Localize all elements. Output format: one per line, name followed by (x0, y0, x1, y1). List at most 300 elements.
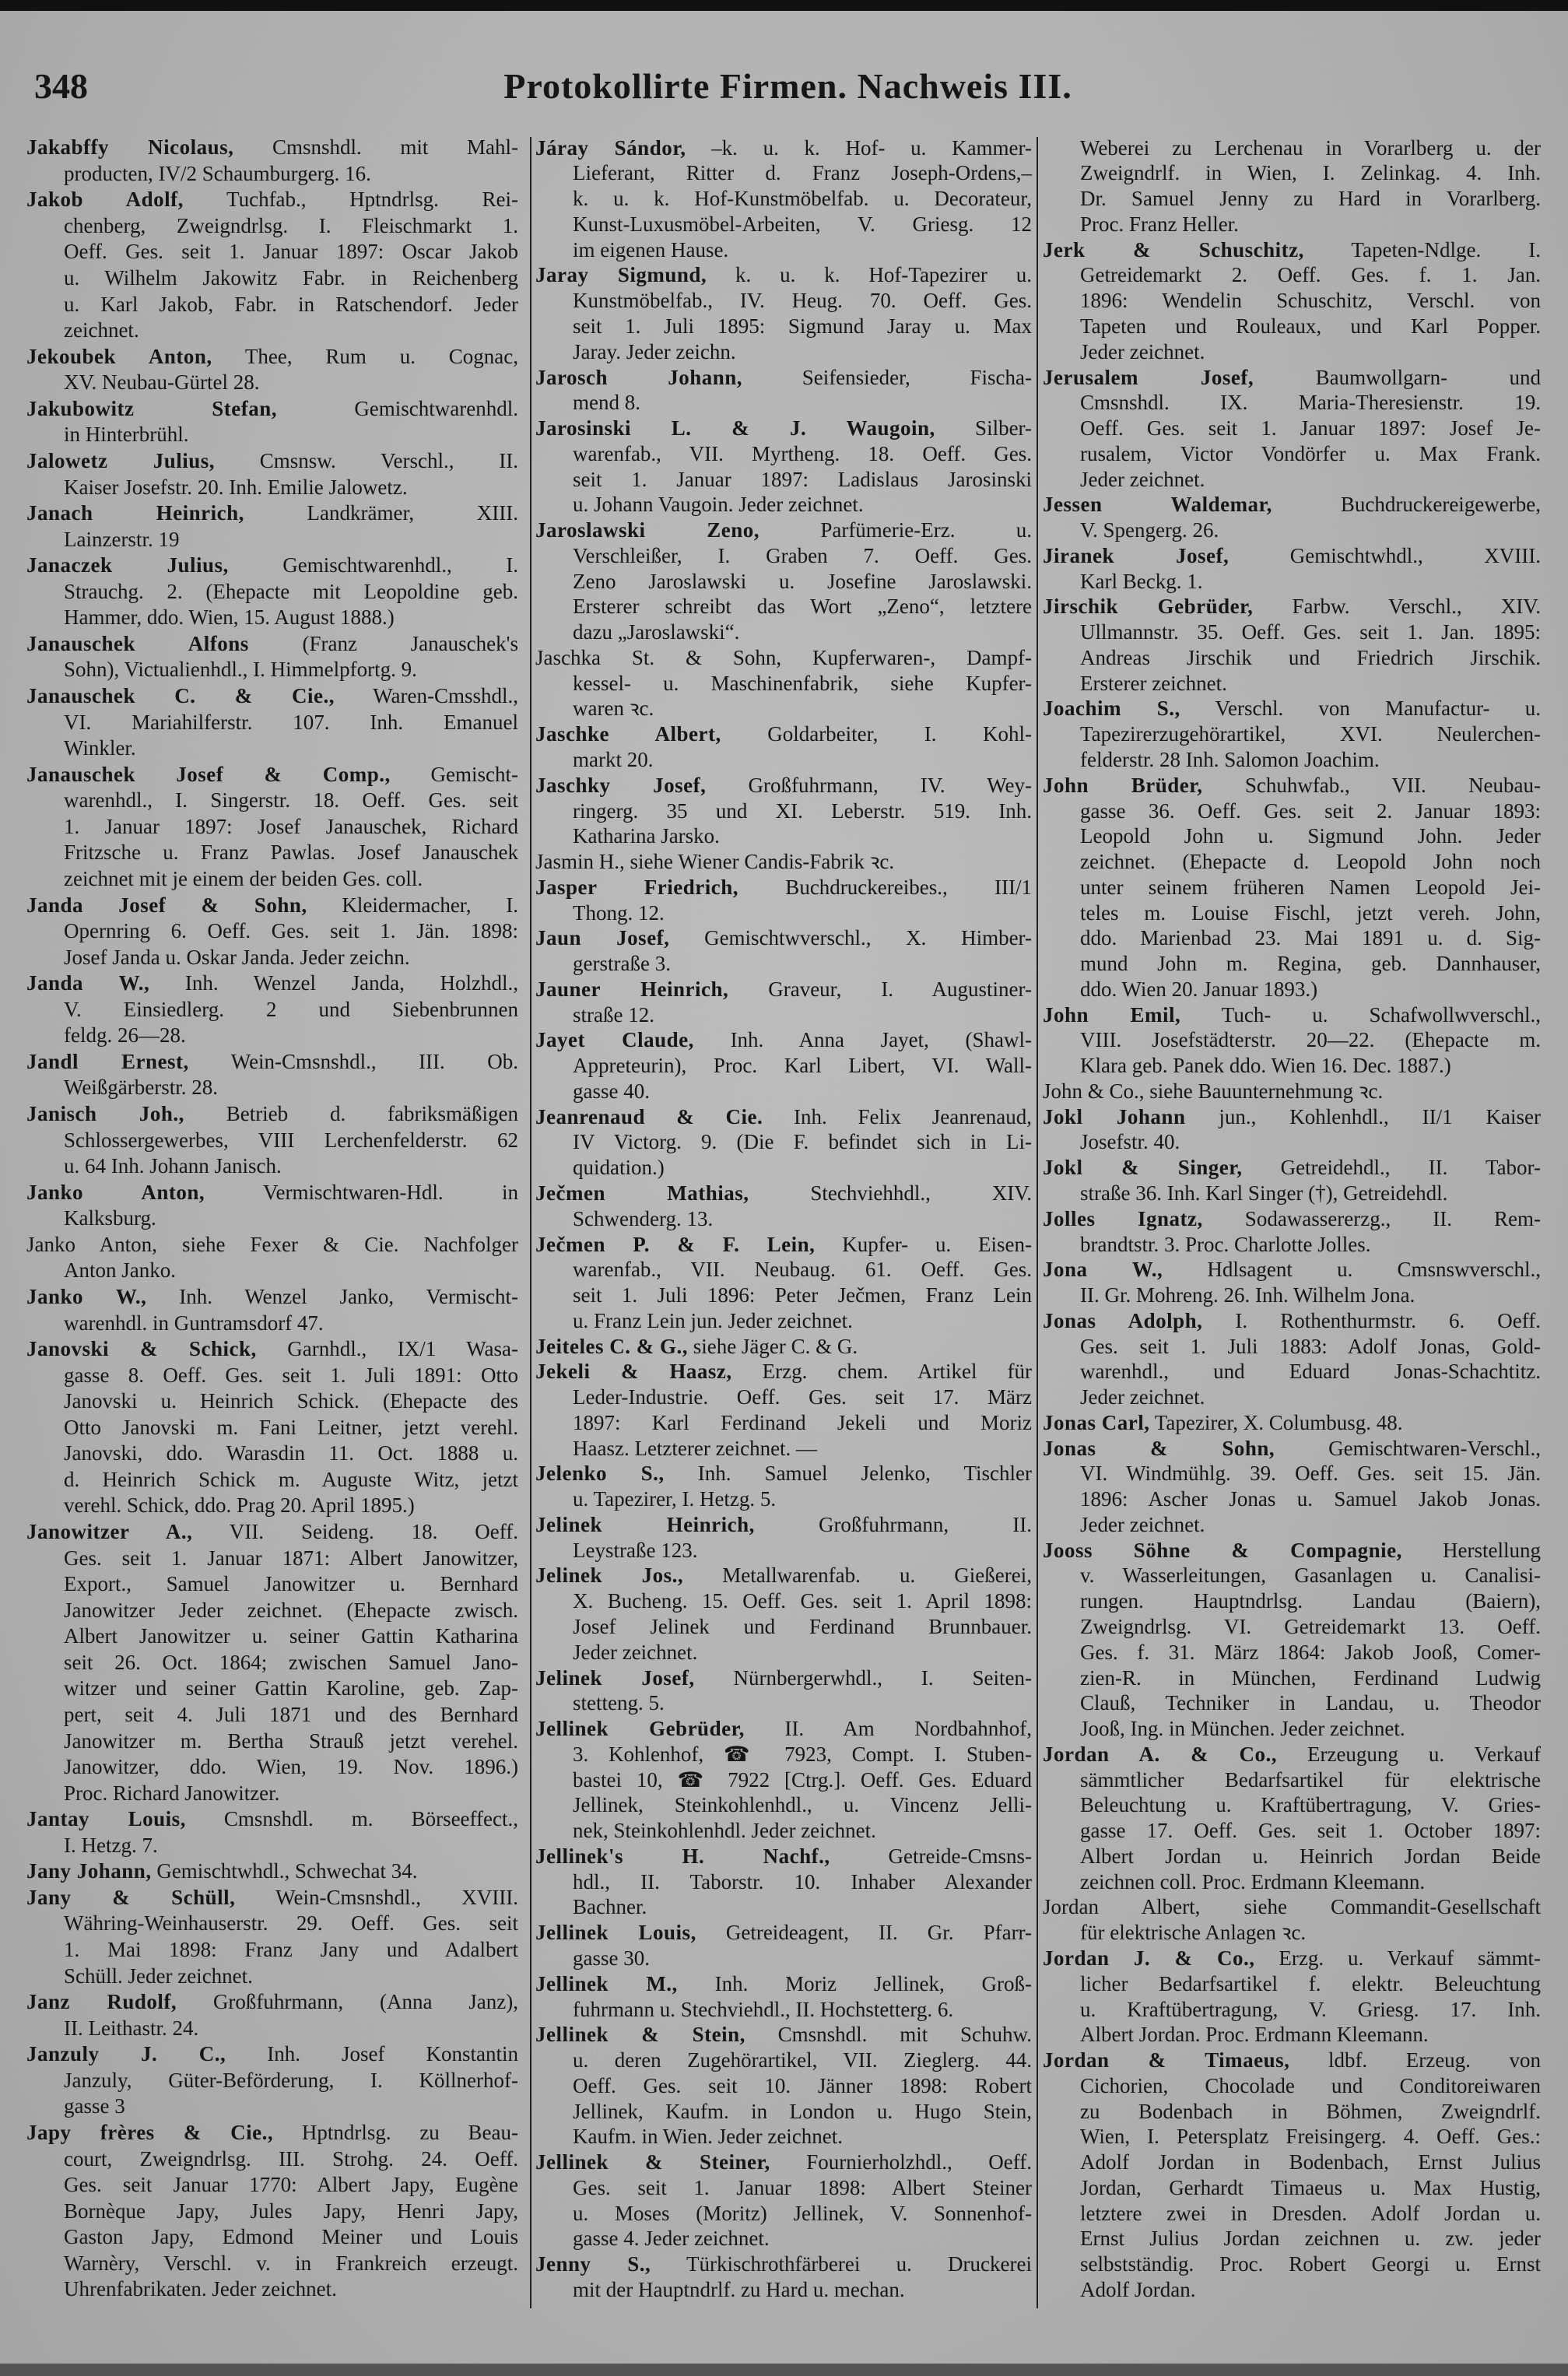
entry-line (1043, 594, 1541, 619)
entry-line (26, 2172, 518, 2199)
entry-text: Farbw. Verschl., XIV. (1253, 595, 1541, 619)
entry-line (535, 365, 1032, 391)
entry-line (535, 2226, 1032, 2251)
directory-entry (1043, 1538, 1541, 1742)
entry-text: Kaiser Josefstr. 20. Inh. Emilie Jalowetz. (64, 475, 408, 499)
entry-line (1043, 543, 1541, 569)
entry-line (26, 1546, 518, 1572)
entry-text: markt 20. (573, 747, 654, 771)
entry-line (1043, 1002, 1541, 1028)
entry-line (1043, 823, 1541, 849)
entry-text: Uhrenfabrikaten. Jeder zeichnet. (64, 2277, 337, 2301)
entry-text: Oeff. Ges. seit 1. Januar 1897: Josef Je- (1080, 416, 1541, 440)
entry-text: d. Heinrich Schick m. Auguste Witz, jetzt (64, 1467, 518, 1491)
entry-line (535, 1155, 1032, 1181)
entry-line (26, 2120, 518, 2146)
firm-name: Jellinek M., (535, 1971, 678, 1995)
directory-entry (1043, 2048, 1541, 2303)
directory-entry (26, 1989, 518, 2041)
entry-line (26, 2068, 518, 2094)
entry-text: u. Wilhelm Jakowitz Fabr. in Reichenberg (64, 266, 518, 290)
entry-line (1043, 1818, 1541, 1844)
entry-line (535, 441, 1032, 467)
entry-text: VIII. Josefstädterstr. 20—22. (Ehepacte m. (1080, 1028, 1541, 1052)
directory-entry (26, 1519, 518, 1806)
entry-text: Jasmin H., siehe Wiener Candis-Fabrik ꝛc. (535, 850, 895, 874)
entry-text: Clauß, Techniker in Landau, u. Theodor (1080, 1691, 1541, 1715)
entry-text: warenhdl. in Guntramsdorf 47. (64, 1311, 324, 1335)
entry-text: Proc. Richard Janowitzer. (64, 1781, 280, 1805)
entry-text: Gemischtwarenhdl. (277, 396, 518, 420)
entry-line (26, 1023, 518, 1049)
firm-name: Jarosch Johann, (535, 365, 742, 389)
directory-entry (26, 1806, 518, 1858)
entry-text: Erzg. chem. Artikel für (731, 1360, 1032, 1384)
entry-text: u. 64 Inh. Johann Janisch. (64, 1154, 282, 1178)
entry-line (535, 1792, 1032, 1818)
entry-text: felderstr. 28 Inh. Salomon Joachim. (1080, 747, 1380, 771)
directory-entry (1043, 696, 1541, 772)
entry-line (535, 1053, 1032, 1079)
directory-entry (535, 1971, 1032, 2023)
entry-line (26, 1937, 518, 1964)
directory-entry (535, 2022, 1032, 2150)
entry-line (535, 1665, 1032, 1691)
entry-text: VI. Windmühlg. 39. Oeff. Ges. seit 15. Jän. (1080, 1462, 1541, 1486)
entry-line (1043, 1155, 1541, 1181)
entry-text: Weißgärberstr. 28. (64, 1076, 219, 1100)
entry-text: Garnhdl., IX/1 Wasa- (256, 1337, 518, 1361)
entry-line (535, 1844, 1032, 1869)
cross-reference-entry (1043, 1079, 1541, 1104)
directory-entry (26, 344, 518, 396)
firm-name: Jaray Sigmund, (535, 263, 707, 287)
entry-text: v. Wasserleitungen, Gasanlagen u. Canalisi- (1080, 1564, 1541, 1588)
directory-entry (1043, 1206, 1541, 1258)
entry-text: quidation.) (573, 1156, 665, 1180)
entry-line (535, 645, 1032, 671)
directory-entry (26, 553, 518, 631)
entry-text: zeichnen coll. Proc. Erdmann Kleemann. (1080, 1869, 1426, 1893)
entry-text: Ges. f. 31. März 1864: Jakob Jooß, Comer- (1080, 1640, 1541, 1664)
directory-entry (26, 396, 518, 448)
firm-name: Jakob Adolf, (26, 188, 184, 212)
directory-entry (26, 970, 518, 1049)
entry-text: Josef Janda u. Oskar Janda. Jeder zeichn. (64, 945, 410, 969)
entry-line (26, 945, 518, 971)
entry-line (26, 448, 518, 475)
entry-text: zeichnet. (64, 318, 139, 342)
entry-line (26, 762, 518, 788)
directory-entry (26, 893, 518, 971)
directory-entry (535, 518, 1032, 645)
entry-text: u. Kraftübertragung, V. Griesg. 17. Inh. (1080, 1997, 1541, 2021)
entry-text: Seifensieder, Fischa- (742, 365, 1032, 389)
entry-line (1043, 1665, 1541, 1691)
entry-text: sämmtlicher Bedarfsartikel für elektrische (1080, 1767, 1541, 1792)
entry-text: straße 12. (573, 1002, 654, 1027)
directory-entry (26, 1336, 518, 1519)
entry-text: mund John m. Regina, geb. Dannhauser, (1080, 952, 1541, 976)
entry-line (26, 1311, 518, 1337)
entry-text: Kupfer- u. Eisen- (815, 1232, 1032, 1256)
entry-text: ringerg. 35 und XI. Leberstr. 519. Inh. (573, 798, 1032, 823)
entry-text: seit 1. Juli 1895: Sigmund Jaray u. Max (573, 314, 1032, 338)
entry-line (1043, 2175, 1541, 2201)
entry-line (535, 823, 1032, 849)
entry-text: Inh. Wenzel Janda, Holzhdl., (149, 971, 518, 995)
entry-line (1043, 619, 1541, 645)
entry-line (535, 1894, 1032, 1920)
entry-text: gasse 4. Jeder zeichnet. (573, 2227, 770, 2251)
entry-line (1043, 2124, 1541, 2150)
entry-line (1043, 1844, 1541, 1869)
directory-entry (1043, 492, 1541, 543)
entry-text: im eigenen Hause. (573, 237, 729, 261)
directory-entry (1043, 365, 1541, 493)
entry-text: waren ꝛc. (573, 697, 654, 721)
entry-line (26, 814, 518, 841)
entry-line (26, 970, 518, 997)
column-divider (530, 137, 531, 2308)
entry-line (26, 1676, 518, 1702)
entry-line (1043, 1512, 1541, 1538)
scan-border-bottom (0, 2364, 1568, 2376)
column-divider (1037, 137, 1038, 2308)
entry-text: Oeff. Ges. seit 1. Januar 1897: Oscar Jakob (64, 240, 518, 264)
entry-line (535, 390, 1032, 416)
entry-line (535, 1640, 1032, 1665)
entry-text: Kleidermacher, I. (307, 893, 518, 917)
entry-text: 3. Kohlenhof, ☎ 7923, Compt. I. Stuben- (573, 1742, 1032, 1766)
entry-text: I. Hetzg. 7. (64, 1833, 158, 1857)
entry-line (26, 1049, 518, 1076)
entry-text: Thong. 12. (573, 900, 665, 925)
entry-line (26, 396, 518, 423)
entry-text: Inh. Moriz Jellinek, Groß- (677, 1971, 1032, 1995)
entry-text: Jellinek, Kaufm. in London u. Hugo Stein, (573, 2099, 1032, 2123)
entry-text: Janovski u. Heinrich Schick. (Ehepacte des (64, 1389, 518, 1413)
entry-text: Kalksburg. (64, 1206, 156, 1230)
entry-text: VII. Seideng. 18. Oeff. (192, 1520, 518, 1544)
directory-entry (535, 1563, 1032, 1665)
firm-name: Jordan J. & Co., (1043, 1946, 1255, 1970)
entry-line (26, 1180, 518, 1206)
entry-text: Strauchg. 2. (Ehepacte mit Leopoldine geb. (64, 579, 518, 603)
directory-entry (535, 2251, 1032, 2303)
entry-text: Josef Jelinek und Ferdinand Brunnbauer. (573, 1615, 1032, 1639)
entry-text: Jeder zeichnet. (1080, 467, 1205, 491)
directory-entry (535, 1665, 1032, 1717)
directory-entry (1043, 1410, 1541, 1436)
entry-text: II. Leithastr. 24. (64, 2016, 199, 2040)
entry-line (1043, 1690, 1541, 1716)
directory-entry (1043, 1002, 1541, 1079)
entry-line (535, 1181, 1032, 1206)
entry-text: Goldarbeiter, I. Kohl- (721, 722, 1033, 746)
entry-text: court, Zweigndrlsg. III. Strohg. 24. Oeff. (64, 2146, 518, 2171)
entry-line (535, 339, 1032, 365)
entry-text: Großfuhrmann, IV. Wey- (706, 773, 1032, 797)
entry-line (1043, 1742, 1541, 1767)
entry-line (26, 1363, 518, 1389)
entry-text: Albert Janowitzer u. seiner Gattin Katharina (64, 1624, 518, 1648)
entry-line (535, 2099, 1032, 2125)
directory-entry (1043, 1308, 1541, 1410)
entry-line (26, 2016, 518, 2042)
entry-text: Jeder zeichnet. (1080, 1385, 1205, 1409)
entry-line (1043, 849, 1541, 875)
directory-entry (535, 1920, 1032, 1971)
entry-line (26, 1885, 518, 1911)
entry-text: Cmsnshdl. mit Mahl- (233, 135, 518, 160)
entry-text: mend 8. (573, 391, 640, 415)
directory-entry (26, 1858, 518, 1885)
entry-line (535, 416, 1032, 441)
entry-text: Jordan Albert, siehe Commandit-Gesellschaft (1043, 1895, 1541, 1919)
entry-line (535, 1079, 1032, 1104)
entry-text: Hptndrlsg. zu Beau- (273, 2120, 519, 2144)
entry-line (26, 161, 518, 188)
entry-text: Schwenderg. 13. (573, 1206, 714, 1230)
entry-text: Großfuhrmann, (Anna Janz), (177, 1990, 518, 2014)
entry-line (535, 1563, 1032, 1588)
firm-name: Janisch Joh., (26, 1102, 184, 1126)
firm-name: Jessen Waldemar, (1043, 493, 1272, 517)
entry-text: Getreidehdl., II. Tabor- (1242, 1156, 1541, 1180)
directory-entry (535, 977, 1032, 1028)
entry-line (26, 1964, 518, 1990)
entry-line (535, 2175, 1032, 2201)
entry-line (1043, 1894, 1541, 1920)
entry-text: Ges. seit 1. Januar 1898: Albert Steiner (573, 2175, 1032, 2199)
entry-line (26, 1754, 518, 1781)
entry-text: Inh. Wenzel Janko, Vermischt- (146, 1284, 518, 1308)
entry-text: letztere zwei in Dresden. Adolf Jordan u. (1080, 2201, 1541, 2225)
entry-line (1043, 160, 1541, 186)
entry-text: Hdlsagent u. Cmsnswverschl., (1163, 1258, 1541, 1282)
firm-name: Jalowetz Julius, (26, 448, 215, 472)
entry-line (1043, 186, 1541, 212)
entry-text: Gemischtwaren-Verschl., (1275, 1436, 1541, 1460)
entry-text: Inh. Josef Konstantin (226, 2042, 518, 2066)
entry-text: –k. u. k. Hof- u. Kammer- (686, 135, 1032, 160)
entry-line (1043, 212, 1541, 237)
entry-line (535, 1538, 1032, 1564)
entry-line (535, 288, 1032, 314)
entry-line (535, 1410, 1032, 1436)
entry-line (26, 2146, 518, 2173)
entry-text: Janzuly, Güter-Beförderung, I. Köllnerhof- (64, 2068, 518, 2092)
entry-text: hdl., II. Taborstr. 10. Inhaber Alexander (573, 1869, 1032, 1893)
entry-line (1043, 925, 1541, 951)
entry-text: gasse 17. Oeff. Ges. seit 1. October 1897: (1080, 1819, 1541, 1843)
entry-line (1043, 1614, 1541, 1640)
entry-line (1043, 339, 1541, 365)
entry-text: Hammer, ddo. Wien, 15. August 1888.) (64, 605, 395, 630)
entry-line (1043, 671, 1541, 697)
firm-name: Jeiteles C. & G., (535, 1334, 688, 1358)
entry-text: Albert Jordan. Proc. Erdmann Kleemann. (1080, 2023, 1429, 2047)
entry-text: selbstständig. Proc. Robert Georgi u. Ernst (1080, 2252, 1541, 2276)
entry-text: Janowitzer m. Bertha Strauß jetzt verehel. (64, 1728, 518, 1753)
entry-line (1043, 237, 1541, 263)
entry-line (26, 292, 518, 318)
entry-text: Kaufm. in Wien. Jeder zeichnet. (573, 2125, 844, 2149)
entry-line (535, 671, 1032, 697)
directory-entry (26, 2120, 518, 2303)
entry-text: Wien, I. Petersplatz Freisingerg. 4. Oeff. Ges.: (1080, 2125, 1541, 2149)
entry-line (26, 840, 518, 866)
entry-line (26, 239, 518, 265)
entry-text: IV Victorg. 9. (Die F. befindet sich in Li- (573, 1130, 1032, 1154)
entry-line (535, 1486, 1032, 1512)
entry-line (1043, 1079, 1541, 1104)
firm-name: Janowitzer A., (26, 1520, 193, 1544)
column-2 (535, 135, 1032, 2303)
entry-text: Jaschka St. & Sohn, Kupferwaren-, Dampf- (535, 645, 1032, 669)
entry-line (535, 925, 1032, 951)
page-title: Protokollirte Firmen. Nachweis III. (503, 66, 1072, 106)
firm-name: Jakabffy Nicolaus, (26, 135, 234, 160)
entry-text: 1. Januar 1897: Josef Janauschek, Richard (64, 814, 518, 838)
entry-line (1043, 1129, 1541, 1155)
entry-line (1043, 518, 1541, 543)
firm-name: Jellinek Louis, (535, 1921, 696, 1945)
entry-line (535, 1104, 1032, 1130)
directory-entry (535, 875, 1032, 926)
entry-line (26, 1153, 518, 1180)
directory-entry (535, 1334, 1032, 1360)
entry-line (26, 2093, 518, 2120)
entry-text: Adolf Jordan. (1080, 2277, 1196, 2301)
entry-text: Zweigndrlf. in Wien, I. Zelinkag. 4. Inh. (1080, 161, 1541, 185)
entry-text: Ernst Julius Jordan zeichnen u. zw. jeder (1080, 2227, 1541, 2251)
entry-text: Verschleißer, I. Graben 7. Oeff. Ges. (573, 543, 1032, 567)
firm-name: Janauschek C. & Cie., (26, 684, 335, 708)
entry-text: Herstellung (1401, 1538, 1541, 1562)
entry-line (26, 1388, 518, 1415)
directory-entry (535, 416, 1032, 518)
firm-name: Jellinek & Steiner, (535, 2150, 770, 2174)
entry-text: Gemischtwverschl., X. Himber- (669, 926, 1032, 950)
firm-name: Jooss Söhne & Compagnie, (1043, 1538, 1402, 1562)
entry-text: Türkischrothfärberei u. Druckerei (651, 2252, 1032, 2276)
entry-line (26, 1415, 518, 1441)
entry-line (535, 619, 1032, 645)
entry-text: Parfümerie-Erz. u. (759, 518, 1032, 542)
directory-entry (1043, 1104, 1541, 1156)
entry-text: zeichnet mit je einem der beiden Ges. coll. (64, 866, 423, 890)
entry-line (26, 1519, 518, 1546)
entry-text: verehl. Schick, ddo. Prag 20. April 1895.) (64, 1493, 415, 1518)
entry-line (535, 569, 1032, 595)
entry-text: seit 26. Oct. 1864; zwischen Samuel Jano- (64, 1650, 518, 1674)
cross-reference-entry (1043, 1894, 1541, 1946)
entry-line (26, 1075, 518, 1101)
entry-line (26, 1467, 518, 1493)
entry-text: gasse 30. (573, 1946, 650, 1970)
entry-text: seit 1. Januar 1897: Ladislaus Jarosinski (573, 467, 1032, 491)
firm-name: Jaschky Josef, (535, 773, 707, 797)
entry-line (1043, 2099, 1541, 2125)
entry-text: Nürnbergerwhdl., I. Seiten- (694, 1665, 1032, 1690)
directory-entry (1043, 1946, 1541, 2048)
entry-text: Schüll. Jeder zeichnet. (64, 1964, 253, 1988)
entry-text: Buchdruckereibes., III/1 (738, 875, 1032, 899)
entry-text: Verschl. von Manufactur- u. (1180, 697, 1541, 721)
entry-text: Warnèry, Verschl. v. in Frankreich erzeugt. (64, 2251, 518, 2275)
entry-line (535, 1283, 1032, 1308)
entry-text: Erzg. u. Verkauf sämmt- (1254, 1946, 1541, 1970)
entry-line (1043, 1359, 1541, 1385)
entry-line (535, 977, 1032, 1002)
entry-line (26, 1232, 518, 1258)
entry-line (1043, 1997, 1541, 2023)
entry-text: Ersterer schreibt das Wort „Zeno“, letztere (573, 595, 1032, 619)
entry-text: Winkler. (64, 736, 136, 760)
entry-text: bastei 10, ☎ 7922 [Ctrg.]. Oeff. Ges. Eduard (573, 1767, 1032, 1792)
entry-line (535, 543, 1032, 569)
entry-line (1043, 2150, 1541, 2175)
entry-line (1043, 1767, 1541, 1793)
entry-line (1043, 2073, 1541, 2099)
entry-line (1043, 1053, 1541, 1079)
entry-line (26, 500, 518, 527)
entry-line (26, 344, 518, 370)
entry-text: Inh. Felix Jeanrenaud, (763, 1104, 1032, 1128)
entry-text: u. Franz Lein jun. Jeder zeichnet. (573, 1308, 853, 1332)
entry-text: k. u. k. Hof-Kunstmöbelfab. u. Decorateur, (573, 187, 1032, 211)
entry-line (1043, 721, 1541, 747)
entry-line (26, 318, 518, 344)
entry-line (26, 187, 518, 213)
entry-text: rusalem, Victor Vondörfer u. Max Frank. (1080, 441, 1541, 465)
entry-line (1043, 2251, 1541, 2277)
directory-entry (26, 448, 518, 500)
directory-entry (26, 762, 518, 893)
firm-name: Janovski & Schick, (26, 1337, 257, 1361)
firm-name: Jakubowitz Stefan, (26, 396, 278, 420)
entry-line (535, 135, 1032, 161)
directory-entry (26, 187, 518, 343)
directory-entry (535, 135, 1032, 263)
entry-line (1043, 977, 1541, 1002)
directory-entry (26, 1885, 518, 1989)
entry-line (535, 1206, 1032, 1232)
firm-name: Jokl Johann (1043, 1104, 1186, 1128)
firm-name: Jaun Josef, (535, 926, 670, 950)
directory-entry (26, 1101, 518, 1180)
entry-text: II. Gr. Mohreng. 26. Inh. Wilhelm Jona. (1080, 1283, 1415, 1307)
entry-text: jun., Kohlenhdl., II/1 Kaiser (1185, 1104, 1541, 1128)
entry-text: Tuchfab., Hptndrlsg. Rei- (183, 188, 518, 212)
entry-text: producten, IV/2 Schaumburgerg. 16. (64, 161, 371, 185)
entry-line (26, 527, 518, 553)
entry-line (26, 893, 518, 919)
entry-text: Cmsnshdl. IX. Maria-Theresienstr. 19. (1080, 391, 1541, 415)
entry-text: VI. Mariahilferstr. 107. Inh. Emanuel (64, 710, 518, 734)
entry-line (26, 2041, 518, 2068)
entry-line (535, 721, 1032, 747)
column-1 (26, 135, 518, 2303)
entry-line (535, 2048, 1032, 2073)
entry-text: Inh. Samuel Jelenko, Tischler (664, 1462, 1032, 1486)
entry-line (535, 1002, 1032, 1028)
directory-entry (1043, 1742, 1541, 1895)
entry-line (1043, 875, 1541, 900)
firm-name: Joachim S., (1043, 697, 1180, 721)
